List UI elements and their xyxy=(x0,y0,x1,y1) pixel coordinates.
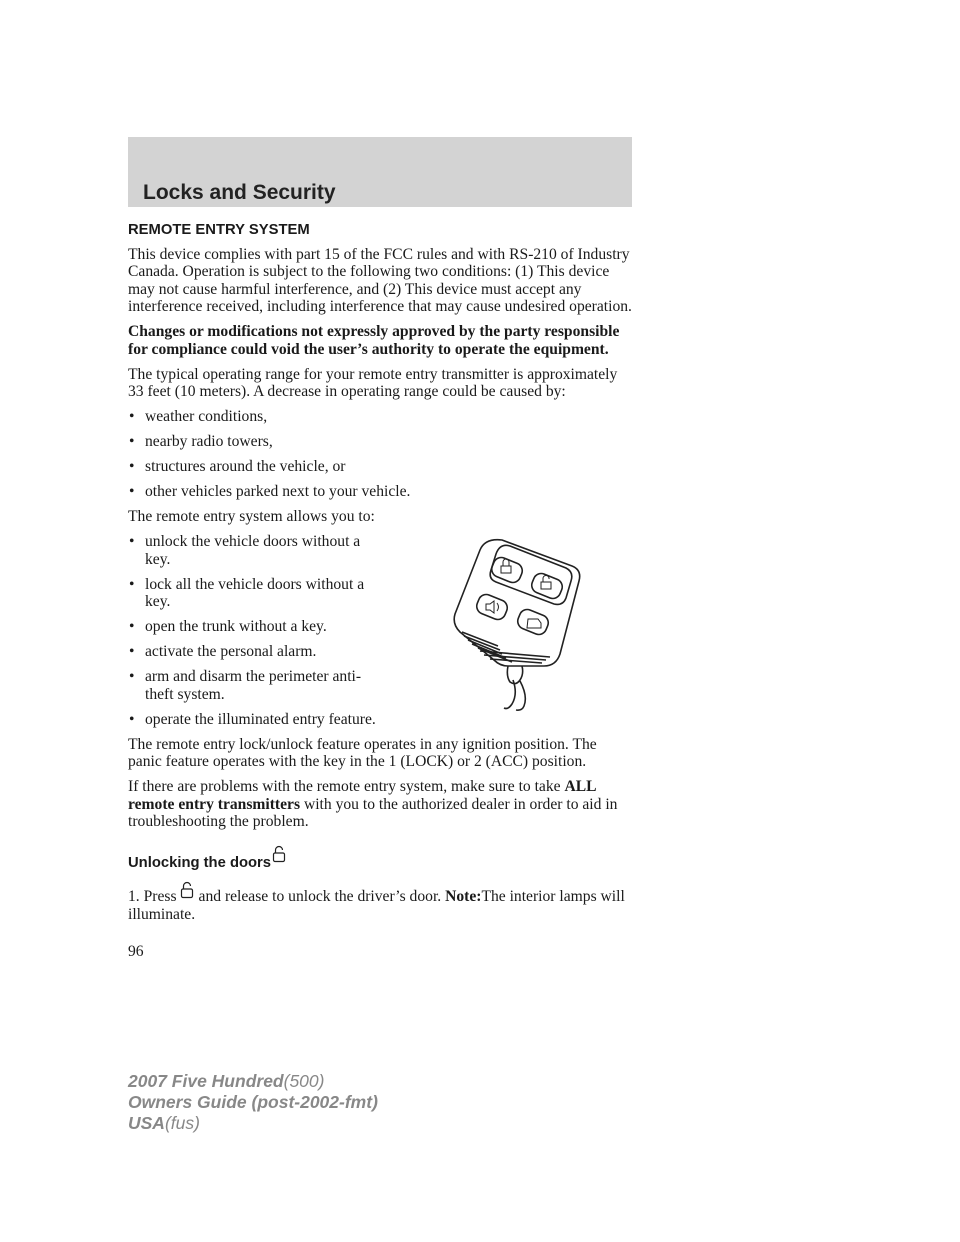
problems-paragraph xyxy=(128,778,633,831)
list-item: • weather conditions, xyxy=(128,408,633,426)
problems-after: with you to the authorized dealer in order to aid in troubleshooting the problem. xyxy=(128,795,618,830)
step-1-text: and release to unlock the driver’s door. xyxy=(198,888,442,905)
allows-intro: The remote entry system allows you to: xyxy=(128,508,375,525)
unlock-icon xyxy=(179,881,195,899)
list-item: • operate the illuminated entry feature. xyxy=(128,711,378,729)
problems-bold: ALL remote entry transmitters xyxy=(128,778,596,813)
features-list xyxy=(128,533,378,728)
modification-warning: Changes or modifications not expressly approved by the party responsible for compliance could void the user’s authority to operate the equipment. xyxy=(128,323,620,358)
footer-market-code: (fus) xyxy=(164,1113,200,1133)
list-item: • nearby radio towers, xyxy=(128,433,633,451)
list-item: • arm and disarm the perimeter anti-theft system. xyxy=(128,668,378,703)
section-heading: REMOTE ENTRY SYSTEM xyxy=(128,222,310,238)
step-1-prefix: 1. Press xyxy=(128,888,177,905)
footer xyxy=(128,1071,378,1134)
step-1 xyxy=(128,881,633,923)
note-text: The interior lamps will illuminate. xyxy=(128,888,625,923)
note-label: Note: xyxy=(445,888,482,905)
page-number: 96 xyxy=(128,943,144,960)
page-title: Locks and Security xyxy=(143,181,336,204)
range-causes-list xyxy=(128,408,633,501)
list-item: • open the trunk without a key. xyxy=(128,618,378,636)
list-item: • lock all the vehicle doors without a key. xyxy=(128,576,378,611)
fcc-paragraph: This device complies with part 15 of the FCC rules and with RS-210 of Industry Canada. Operation is subject to the following two conditions: (1) This device may not cause harmful interference, and (2) This device must accept any interference received, including interference that may cause undesired operation. xyxy=(128,245,632,315)
footer-model-code: (500) xyxy=(283,1071,325,1091)
footer-line-2 xyxy=(128,1092,378,1113)
list-item: • other vehicles parked next to your vehicle. xyxy=(128,483,633,501)
footer-market: USA xyxy=(128,1113,165,1133)
ignition-paragraph: The remote entry lock/unlock feature operates in any ignition position. The panic feature operates with the key in the 1 (LOCK) or 2 (ACC) position. xyxy=(128,735,597,770)
unlocking-heading xyxy=(128,845,633,873)
unlocking-heading-text: Unlocking the doors xyxy=(128,854,272,871)
problems-before: If there are problems with the remote entry system, make sure to take xyxy=(128,778,561,795)
range-paragraph: The typical operating range for your remote entry transmitter is approximately 33 feet (10 meters). A decrease in operating range could be caused by: xyxy=(128,365,618,400)
footer-model: 2007 Five Hundred xyxy=(128,1071,284,1091)
unlock-icon xyxy=(271,845,287,863)
list-item: • structures around the vehicle, or xyxy=(128,458,633,476)
list-item: • activate the personal alarm. xyxy=(128,643,378,661)
list-item: • unlock the vehicle doors without a key. xyxy=(128,533,378,568)
footer-guide: Owners Guide (post-2002-fmt) xyxy=(128,1092,378,1112)
footer-line-3 xyxy=(128,1113,378,1134)
remote-entry-transmitter-icon xyxy=(450,536,585,711)
footer-line-1 xyxy=(128,1071,378,1092)
